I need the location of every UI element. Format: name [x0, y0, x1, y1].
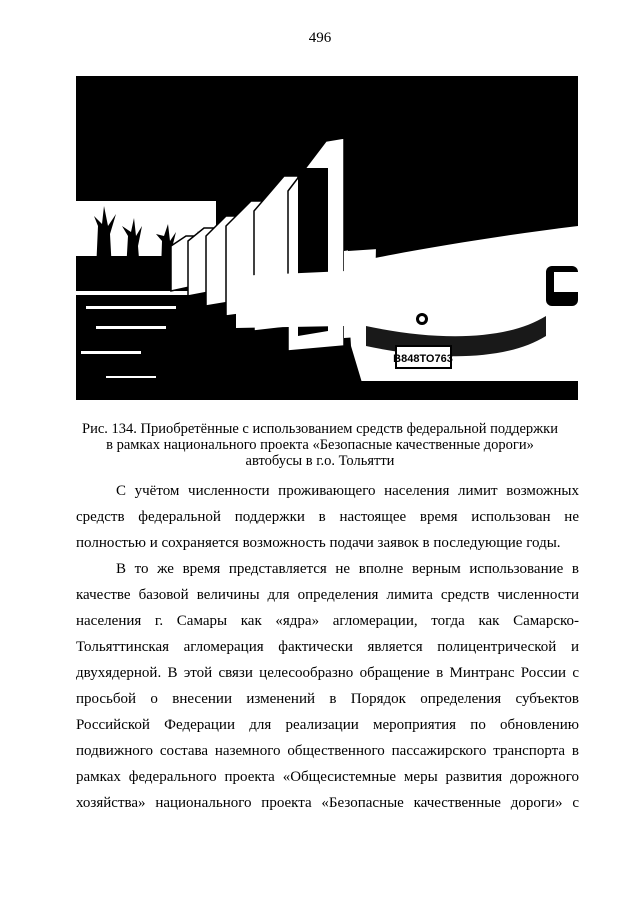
text-line: населения г. Самары как «ядра» агломерации, тогда как Самарско-: [76, 613, 579, 629]
text-line: двухядерной. В этой связи целесообразно обращение в Минтранс России с: [76, 665, 579, 681]
license-plate: В848ТО763: [393, 353, 453, 365]
text-line: хозяйства» национального проекта «Безопасные качественные дороги» с: [76, 795, 579, 811]
figure-caption: [70, 421, 570, 469]
caption-line: в рамках национального проекта «Безопасные качественные дороги»: [106, 437, 534, 453]
text-line: В то же время представляется не вполне верным использование в: [116, 561, 579, 577]
text-line: качестве базовой величины для определения лимита средств численности: [76, 587, 579, 603]
bus-fleet-illustration: [76, 76, 578, 400]
caption-line: Рис. 134. Приобретённые с использованием средств федеральной поддержки: [82, 421, 558, 437]
text-line: рамках федерального проекта «Общесистемные меры развития дорожного: [76, 769, 579, 785]
text-line: просьбой о внесении изменений в Порядок определения субъектов: [76, 691, 579, 707]
caption-line: автобусы в г.о. Тольятти: [245, 453, 395, 469]
bus-fleet-photo: [76, 76, 578, 400]
text-line: средств федеральной поддержки в настоящее время использован не: [76, 509, 579, 525]
text-line: С учётом численности проживающего населения лимит возможных: [116, 483, 579, 499]
text-line: полностью и сохраняется возможность подачи заявок в последующие годы.: [76, 535, 561, 551]
paragraph: [76, 556, 579, 816]
page-number: 496: [308, 30, 332, 46]
text-line: Тольяттинская агломерация фактически является полицентрической и: [76, 639, 579, 655]
text-line: Российской Федерации для реализации мероприятия по обновлению: [76, 717, 579, 733]
text-line: подвижного состава наземного общественного пассажирского транспорта в: [76, 743, 579, 759]
paragraph: [76, 478, 579, 556]
